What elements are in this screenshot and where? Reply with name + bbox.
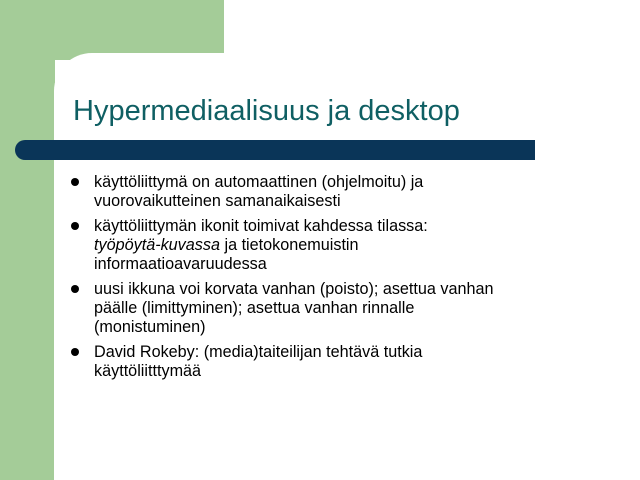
- bullet-list: [70, 173, 615, 387]
- bullet-line: [94, 236, 615, 255]
- bullet-line: informaatioavaruudessa: [94, 255, 267, 273]
- bullet-text: [94, 280, 615, 337]
- list-item: [70, 173, 615, 211]
- bullet-line: käyttöliittymän ikonit toimivat kahdessa tilassa:: [94, 217, 428, 235]
- bullet-line: käyttöliittymä on automaattinen (ohjelmoitu) ja: [94, 173, 424, 191]
- bullet-icon: [71, 178, 79, 186]
- green-background-left: [0, 0, 55, 480]
- title-underline-bar: [15, 140, 535, 160]
- bullet-icon: [71, 285, 79, 293]
- bullet-line: (monistuminen): [94, 318, 206, 336]
- list-item: [70, 217, 615, 274]
- bullet-icon: [71, 222, 79, 230]
- bullet-line: David Rokeby: (media)taiteilijan tehtävä tutkia: [94, 343, 423, 361]
- bullet-icon: [71, 348, 79, 356]
- bullet-text: [94, 217, 615, 274]
- bullet-line: vuorovaikutteinen samanaikaisesti: [94, 192, 341, 210]
- bullet-line: uusi ikkuna voi korvata vanhan (poisto); asettua vanhan: [94, 280, 494, 298]
- bullet-line: käyttöliitttymää: [94, 362, 202, 380]
- list-item: [70, 343, 615, 381]
- list-item: [70, 280, 615, 337]
- italic-term: työpöytä-kuvassa: [94, 236, 220, 254]
- slide-title: Hypermediaalisuus ja desktop: [73, 95, 460, 127]
- bullet-line-rest: ja tietokonemuistin: [219, 236, 359, 254]
- bullet-text: [94, 173, 615, 211]
- bullet-text: [94, 343, 615, 381]
- bullet-line: päälle (limittyminen); asettua vanhan rinnalle: [94, 299, 415, 317]
